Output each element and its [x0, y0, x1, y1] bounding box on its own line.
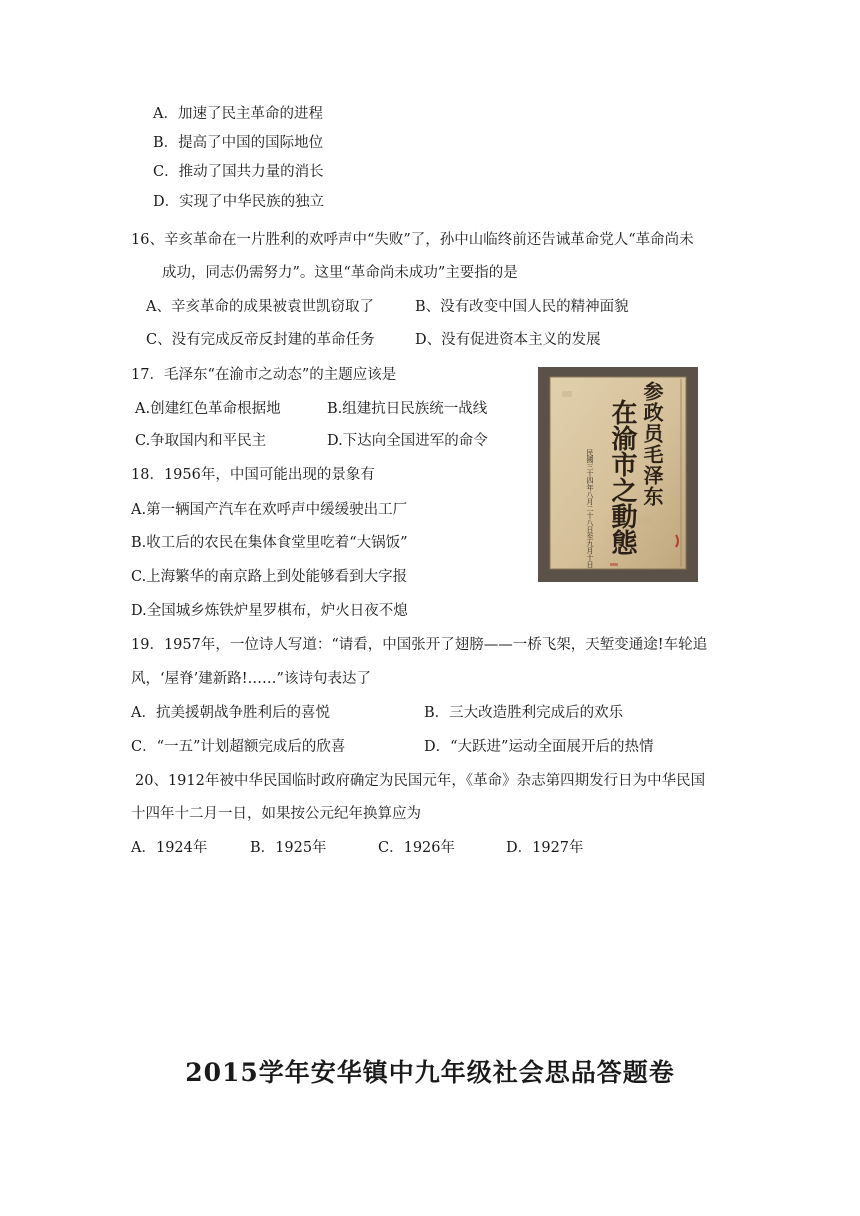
q16-option-d: D、没有促进资本主义的发展	[415, 332, 601, 348]
q19-option-d: D．“大跃进”运动全面展开后的热情	[424, 739, 654, 755]
q16-option-a: A、辛亥革命的成果被袁世凯窃取了	[146, 299, 374, 315]
document-cover-photo	[538, 367, 698, 582]
q18-stem: 18．1956年，中国可能出现的景象有	[131, 467, 375, 483]
q17-stem: 17．毛泽东“在渝市之动态”的主题应该是	[131, 367, 397, 383]
q17-option-a: A.创建红色革命根据地	[135, 401, 281, 417]
q16-option-b: B、没有改变中国人民的精神面貌	[415, 299, 629, 315]
q20-option-c: C．1926年	[378, 840, 455, 856]
q20-option-d: D．1927年	[506, 840, 584, 856]
q15-option-b: B．提高了中国的国际地位	[153, 135, 324, 151]
cover-date: 民國三十四年八月二十八日至九月十日	[586, 449, 594, 568]
q20-stem-line1: 20、1912年被中华民国临时政府确定为民国元年，《革命》杂志第四期发行日为中华民国	[135, 773, 706, 789]
q19-option-a: A．抗美援朝战争胜利后的喜悦	[131, 705, 330, 721]
q16-stem-line2: 成功，同志仍需努力”。这里“革命尚未成功”主要指的是	[162, 265, 518, 281]
q16-option-c: C、没有完成反帝反封建的革命任务	[146, 332, 375, 348]
q18-option-b: B.收工后的农民在集体食堂里吃着“大锅饭”	[131, 535, 408, 551]
q15-option-c: C．推动了国共力量的消长	[153, 164, 324, 180]
answer-sheet-title: 2015学年安华镇中九年级社会思品答题卷	[185, 1058, 675, 1087]
q20-stem-line2: 十四年十二月一日，如果按公元纪年换算应为	[131, 806, 421, 822]
q19-option-b: B．三大改造胜利完成后的欢乐	[424, 705, 624, 721]
q20-option-a: A．1924年	[131, 840, 208, 856]
q19-option-c: C．“一五”计划超额完成后的欣喜	[131, 739, 346, 755]
q17-option-c: C.争取国内和平民主	[135, 433, 267, 449]
q16-stem-line1: 16、辛亥革命在一片胜利的欢呼声中“失败”了，孙中山临终前还告诫革命党人“革命尚未	[131, 232, 694, 248]
q17-option-d: D.下达向全国进军的命令	[327, 433, 488, 449]
q20-option-b: B．1925年	[250, 840, 327, 856]
q19-stem-line1: 19．1957年，一位诗人写道：“请看，中国张开了翅膀——一桥飞架，天堑变通途!车轮追	[131, 637, 708, 653]
q18-option-d: D.全国城乡炼铁炉星罗棋布，炉火日夜不熄	[131, 603, 408, 619]
cover-title-main: 在渝市之動態	[607, 399, 637, 555]
q18-option-a: A.第一辆国产汽车在欢呼声中缓缓驶出工厂	[131, 502, 408, 518]
q15-option-d: D．实现了中华民族的独立	[153, 194, 325, 210]
q18-option-c: C.上海繁华的南京路上到处能够看到大字报	[131, 569, 408, 585]
q17-option-b: B.组建抗日民族统一战线	[327, 401, 488, 417]
cover-title-right: 参政员毛泽东	[640, 381, 664, 507]
q15-option-a: A．加速了民主革命的进程	[153, 106, 323, 122]
q19-stem-line2: 风，‘屋脊’建新路!……”该诗句表达了	[131, 671, 371, 687]
